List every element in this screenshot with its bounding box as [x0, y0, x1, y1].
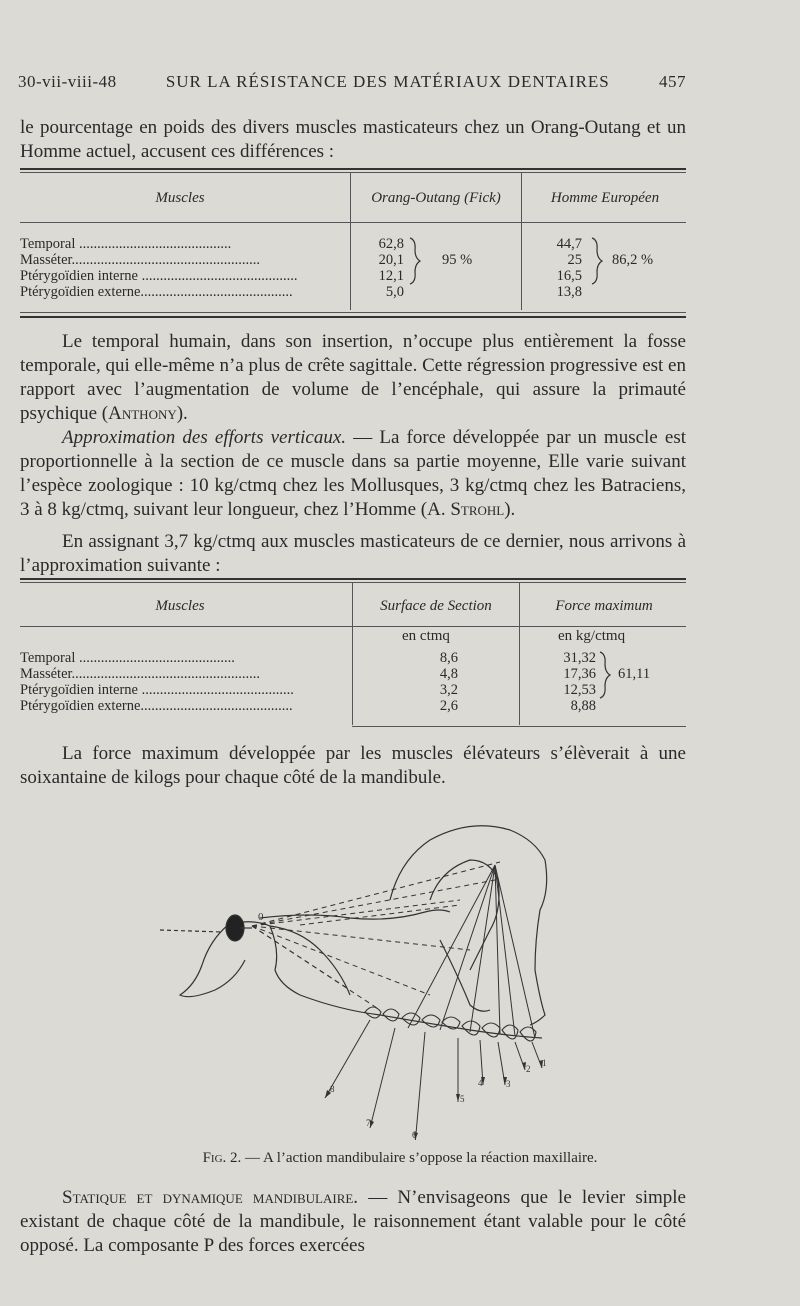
paragraph-temporal: Le temporal humain, dans son insertion, n’occupe plus entièrement la fosse temporale, qui elle-même n’a plus de crête sagittale. Cette régression progressive est en rapport avec l’augmentation de volume de l’encéphale, qui assure la primauté psychique (Anthony). — [20, 331, 686, 424]
table1-header-rule — [20, 222, 686, 223]
skull-outline — [390, 826, 547, 1025]
table1-bottom-rule-2 — [20, 316, 686, 318]
table2-header-rule — [20, 626, 686, 627]
table2-top-rule — [20, 578, 686, 580]
table2-force-total: 61,11 — [618, 666, 651, 682]
table2-force-value: 12,53 — [563, 682, 596, 698]
page-number: 457 — [659, 72, 686, 91]
table1-homme-value: 44,7 — [556, 236, 582, 252]
table2-surface-value: 4,8 — [439, 666, 458, 682]
table2-divider-1 — [352, 583, 353, 725]
running-header — [18, 72, 686, 92]
table2-header-surface: Surface de Section — [380, 598, 492, 614]
table1-divider-1 — [350, 173, 351, 310]
table1-top-rule — [20, 168, 686, 170]
label-6: 6 — [412, 1130, 417, 1140]
table1-orang-value: 20,1 — [378, 252, 404, 268]
label-4: 4 — [478, 1078, 483, 1088]
table2-surface-value: 3,2 — [439, 682, 458, 698]
label-2: 2 — [526, 1064, 531, 1074]
table2-top-rule-2 — [20, 582, 686, 583]
table1-homme-value: 13,8 — [556, 284, 582, 300]
table1-orang-value: 12,1 — [378, 268, 404, 284]
table2-header-muscles: Muscles — [155, 598, 205, 614]
table2-force-brace — [598, 650, 612, 700]
table1-orang-total: 95 % — [442, 252, 473, 268]
table2-row-name: Ptérygoïdien interne .......................................... — [20, 682, 294, 698]
teeth — [365, 1007, 536, 1041]
figure-caption: Fig. 2. — A l’action mandibulaire s’oppose la réaction maxillaire. — [202, 1150, 598, 1166]
label-5: 5 — [460, 1094, 465, 1104]
table2-row-name: Temporal ........................................... — [20, 650, 235, 666]
table1-header-muscles: Muscles — [155, 190, 205, 206]
table1-row-name: Masséter.................................................... — [20, 252, 261, 268]
table2-force-value: 31,32 — [563, 650, 596, 666]
table1-divider-2 — [521, 173, 522, 310]
label-8: 8 — [330, 1084, 335, 1094]
table2-unit-force: en kg/ctmq — [558, 628, 626, 644]
header-date: 30-vii-viii-48 — [18, 72, 117, 91]
table2-unit-surface: en ctmq — [402, 628, 450, 644]
table1-top-rule-2 — [20, 172, 686, 173]
table1-header-orang: Orang-Outang (Fick) — [371, 190, 501, 206]
table2-divider-2 — [519, 583, 520, 725]
table2-surface-value: 2,6 — [439, 698, 458, 714]
ramus — [270, 926, 350, 995]
paragraph-efforts: Approximation des efforts verticaux. — La force développée par un muscle est proportionnelle à la section de ce muscle dans sa partie moyenne, Elle varie suivant l’espèce zoologique : 10 kg/ctmq chez les Mollusques, 3 kg/ctmq chez les Batraciens, 3 à 8 kg/ctmq, suivant leur longueur, chez l’Homme (A. Strohl). — [20, 427, 686, 520]
table1-orang-value: 62,8 — [378, 236, 404, 252]
label-3: 3 — [506, 1079, 511, 1089]
label-1: 1 — [542, 1058, 547, 1068]
table1-row-name: Ptérygoïdien externe.......................................... — [20, 284, 293, 300]
label-7: 7 — [366, 1118, 371, 1128]
table1-bottom-rule — [20, 312, 686, 313]
table2-row-name: Masséter.................................................... — [20, 666, 261, 682]
intro-paragraph: le pourcentage en poids des divers muscles masticateurs chez un Orang-Outang et un Homme actuel, accusent ces différences : — [20, 117, 686, 162]
table2-force-value: 8,88 — [570, 698, 596, 714]
table1-row-name: Temporal .......................................... — [20, 236, 232, 252]
table2-bottom-rule — [352, 726, 686, 727]
skull-force-diagram — [140, 800, 580, 1140]
table2-surface-value: 8,6 — [439, 650, 458, 666]
table2-header-force: Force maximum — [555, 598, 653, 614]
table1-orang-brace — [408, 236, 422, 286]
label-o: 0 — [258, 911, 264, 923]
table1-orang-value: 5,0 — [385, 284, 404, 300]
table1-homme-brace — [590, 236, 604, 286]
paragraph-force-maximum: La force maximum développée par les muscles élévateurs s’élèverait à une soixantaine de kilogs pour chaque côté de la mandibule. — [20, 743, 686, 788]
table1-homme-total: 86,2 % — [612, 252, 654, 268]
table1-homme-value: 25 — [567, 252, 582, 268]
paragraph-statique: Statique et dynamique mandibulaire. — N’envisageons que le levier simple existant de chaque côté de la mandibule, le raisonnement étant valable pour le côté opposé. La composante P des forces exercées — [20, 1187, 686, 1256]
paragraph-assignant: En assignant 3,7 kg/ctmq aux muscles masticateurs de ce dernier, nous arrivons à l’approximation suivante : — [20, 531, 686, 576]
table1-homme-value: 16,5 — [556, 268, 582, 284]
table2-force-value: 17,36 — [563, 666, 596, 682]
table2-row-name: Ptérygoïdien externe.......................................... — [20, 698, 293, 714]
table1-row-name: Ptérygoïdien interne ........................................... — [20, 268, 298, 284]
header-title: SUR LA RÉSISTANCE DES MATÉRIAUX DENTAIRES — [165, 72, 610, 91]
table1-header-homme: Homme Européen — [550, 190, 660, 206]
